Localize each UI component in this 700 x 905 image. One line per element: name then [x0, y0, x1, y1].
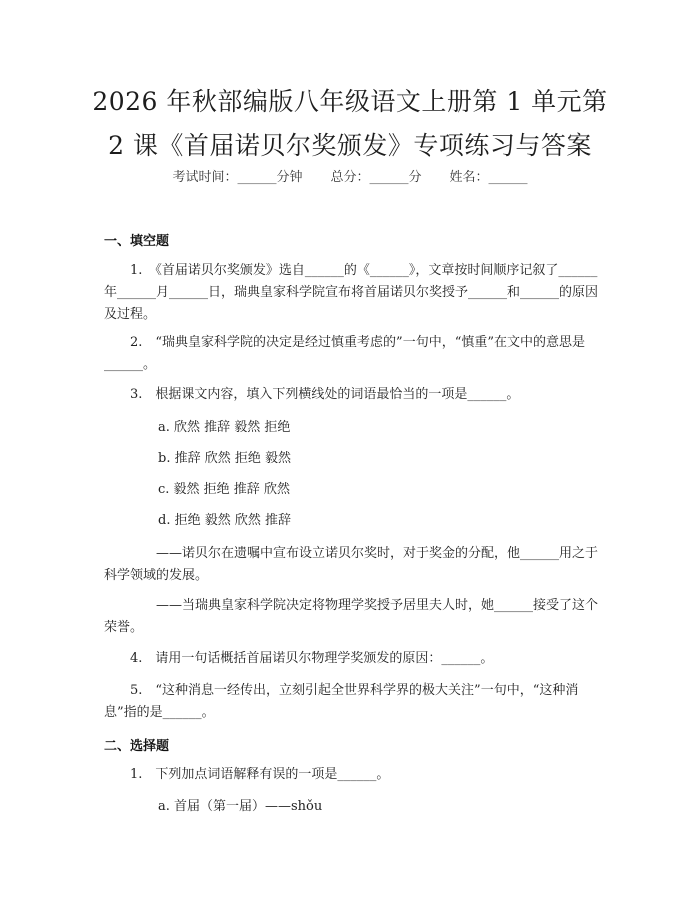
option-d: d. 拒绝 毅然 欣然 推辞 — [158, 513, 291, 528]
question-1-1: 1. 《首届诺贝尔奖颁发》选自______的《______》，文章按时间顺序记叙了______年______月______日，瑞典皇家科学院宣布将首届诺贝尔奖授予______和______的原因及过程。 — [104, 263, 599, 322]
question-1-3: 3. 根据课文内容，填入下列横线处的词语最恰当的一项是______。 — [130, 387, 520, 402]
exam-info — [0, 168, 700, 188]
exam-score: 总分：______分 — [330, 170, 422, 185]
option-c: c. 毅然 拒绝 推辞 欣然 — [158, 482, 290, 497]
question-2-1: 1. 下列加点词语解释有误的一项是______。 — [130, 767, 390, 782]
section-heading-choice: 二、选择题 — [104, 739, 170, 754]
option-a: a. 欣然 推辞 毅然 拒绝 — [158, 420, 291, 435]
question-1-2: 2. “瑞典皇家科学院的决定是经过慎重考虑的”一句中，“慎重”在文中的意思是______。 — [104, 335, 585, 372]
option-2-a: a. 首届（第一届）——shǒu — [158, 799, 323, 814]
document-title-line-2: 2 课《首届诺贝尔奖颁发》专项练习与答案 — [108, 131, 592, 160]
exam-name: 姓名：______ — [449, 170, 528, 185]
quote-sentence-1: ——诺贝尔在遗嘱中宣布设立诺贝尔奖时，对于奖金的分配，他______用之于科学领域的发展。 — [104, 546, 599, 583]
question-1-5: 5. “这种消息一经传出，立刻引起全世界科学界的极大关注”一句中，“这种消息”指的是______。 — [104, 683, 579, 720]
question-1-4: 4. 请用一句话概括首届诺贝尔物理学奖颁发的原因：______。 — [130, 651, 494, 666]
exam-time: 考试时间：______分钟 — [172, 170, 303, 185]
option-b: b. 推辞 欣然 拒绝 毅然 — [158, 451, 291, 466]
document-title-line-1: 2026 年秋部编版八年级语文上册第 1 单元第 — [92, 87, 608, 116]
section-heading-fill-in: 一、填空题 — [104, 234, 170, 249]
quote-sentence-2: ——当瑞典皇家科学院决定将物理学奖授予居里夫人时，她______接受了这个荣誉。 — [104, 598, 599, 635]
